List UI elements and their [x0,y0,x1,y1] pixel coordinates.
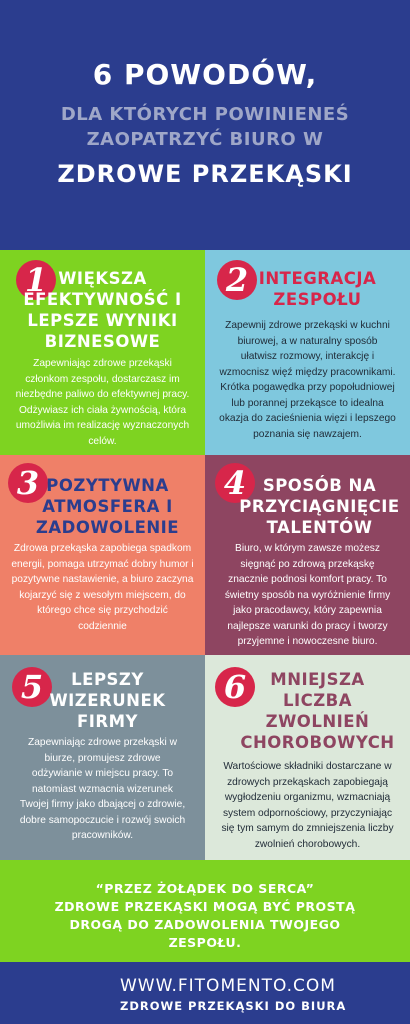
footer [0,962,410,1024]
reason-4-number-badge: 4 [215,463,255,503]
header [0,0,410,250]
quote-text: “PRZEZ ŻOŁĄDEK DO SERCA” ZDROWE PRZEKĄSKI MOGĄ BYĆ PROSTĄ DROGĄ DO ZADOWOLENIA TWOJEGO ZESPOŁU. [54,881,356,950]
reason-2-body: Zapewnij zdrowe przekąski w kuchni biurowej, a w naturalny sposób ułatwisz rozmowy, interakcję i wzmocnisz więź między pracownikami. Krótka pogawędka przy popołudniowej lub porannej przekąsce to idealna okazja do zacieśnienia więzi i lepszego poznania się nawzajem. [219,320,396,440]
reason-3-number-badge: 3 [8,463,48,503]
reason-2-card [205,250,410,455]
title-line-3: ZDROWE PRZEKĄSKI [57,160,353,188]
reason-6-body: Wartościowe składniki dostarczane w zdrowych przekąskach zapobiegają wygłodzeniu organizmu, wzmacniają system odpornościowy, przyczyniając się tym samym do zmniejszenia liczby zwolnień chorobowych. [221,761,394,850]
reason-4-card [205,455,410,655]
footer-tagline: ZDROWE PRZEKĄSKI DO BIURA [120,999,347,1013]
title-line-2b: ZAOPATRZYĆ BIURO W [86,129,324,150]
reason-4-body: Biuro, w którym zawsze możesz sięgnąć po zdrową przekąskę znacznie podnosi komfort pracy. To świetny sposób na wyróżnienie firmy jako pracodawcy, który zapewnia najlepsze warunki do pracy i tworzy przyjemne i nowoczesne biuro. [224,543,391,647]
reason-3-title: POZYTYWNA ATMOSFERA I ZADOWOLENIE [35,476,180,537]
reason-6-title: MNIEJSZA LICZBA ZWOLNIEŃ CHOROBOWYCH [240,670,395,752]
reason-3-body: Zdrowa przekąska zapobiega spadkom energii, pomaga utrzymać dobry humor i pozytywne nastawienie, a biuro zaczyna kojarzyć się z wesołym miejscem, do którego chce się przychodzić codziennie [11,543,194,632]
quote-banner [0,860,410,962]
reason-4-title: SPOSÓB NA PRZYCIĄGNIĘCIE TALENTÓW [239,476,400,537]
reason-1-title: WIĘKSZA EFEKTYWNOŚĆ I LEPSZE WYNIKI BIZNESOWE [23,269,182,351]
footer-url-link[interactable]: WWW.FITOMENTO.COM [120,976,336,996]
title-line-2a: DLA KTÓRYCH POWINIENEŚ [60,104,350,125]
reason-6-number-badge: 6 [215,667,255,707]
reason-5-title: LEPSZY WIZERUNEK FIRMY [49,670,166,731]
reason-1-card [0,250,205,455]
reason-6-card [205,655,410,860]
reason-5-card [0,655,205,860]
reason-5-number-badge: 5 [12,667,52,707]
reason-2-number-badge: 2 [217,260,257,300]
reason-5-body: Zapewniając zdrowe przekąski w biurze, promujesz zdrowe odżywianie w miejscu pracy. To natomiast wzmacnia wizerunek Twojej firmy jako dbającej o zdrowie, dobre samopoczucie i rozwój swoich pracowników. [19,737,186,841]
reason-1-body: Zapewniając zdrowe przekąski członkom zespołu, dostarczasz im niezbędne paliwo do efektywnej pracy. Odżywiasz ich ciała żywnością, która umożliwia im realizację wyznaczonych celów. [15,358,190,447]
reason-2-title: INTEGRACJA ZESPOŁU [258,269,377,309]
reason-1-number-badge: 1 [16,260,56,300]
title-line-1: 6 POWODÓW, [92,58,318,91]
title-line-2 [0,102,410,152]
reason-3-card [0,455,205,655]
